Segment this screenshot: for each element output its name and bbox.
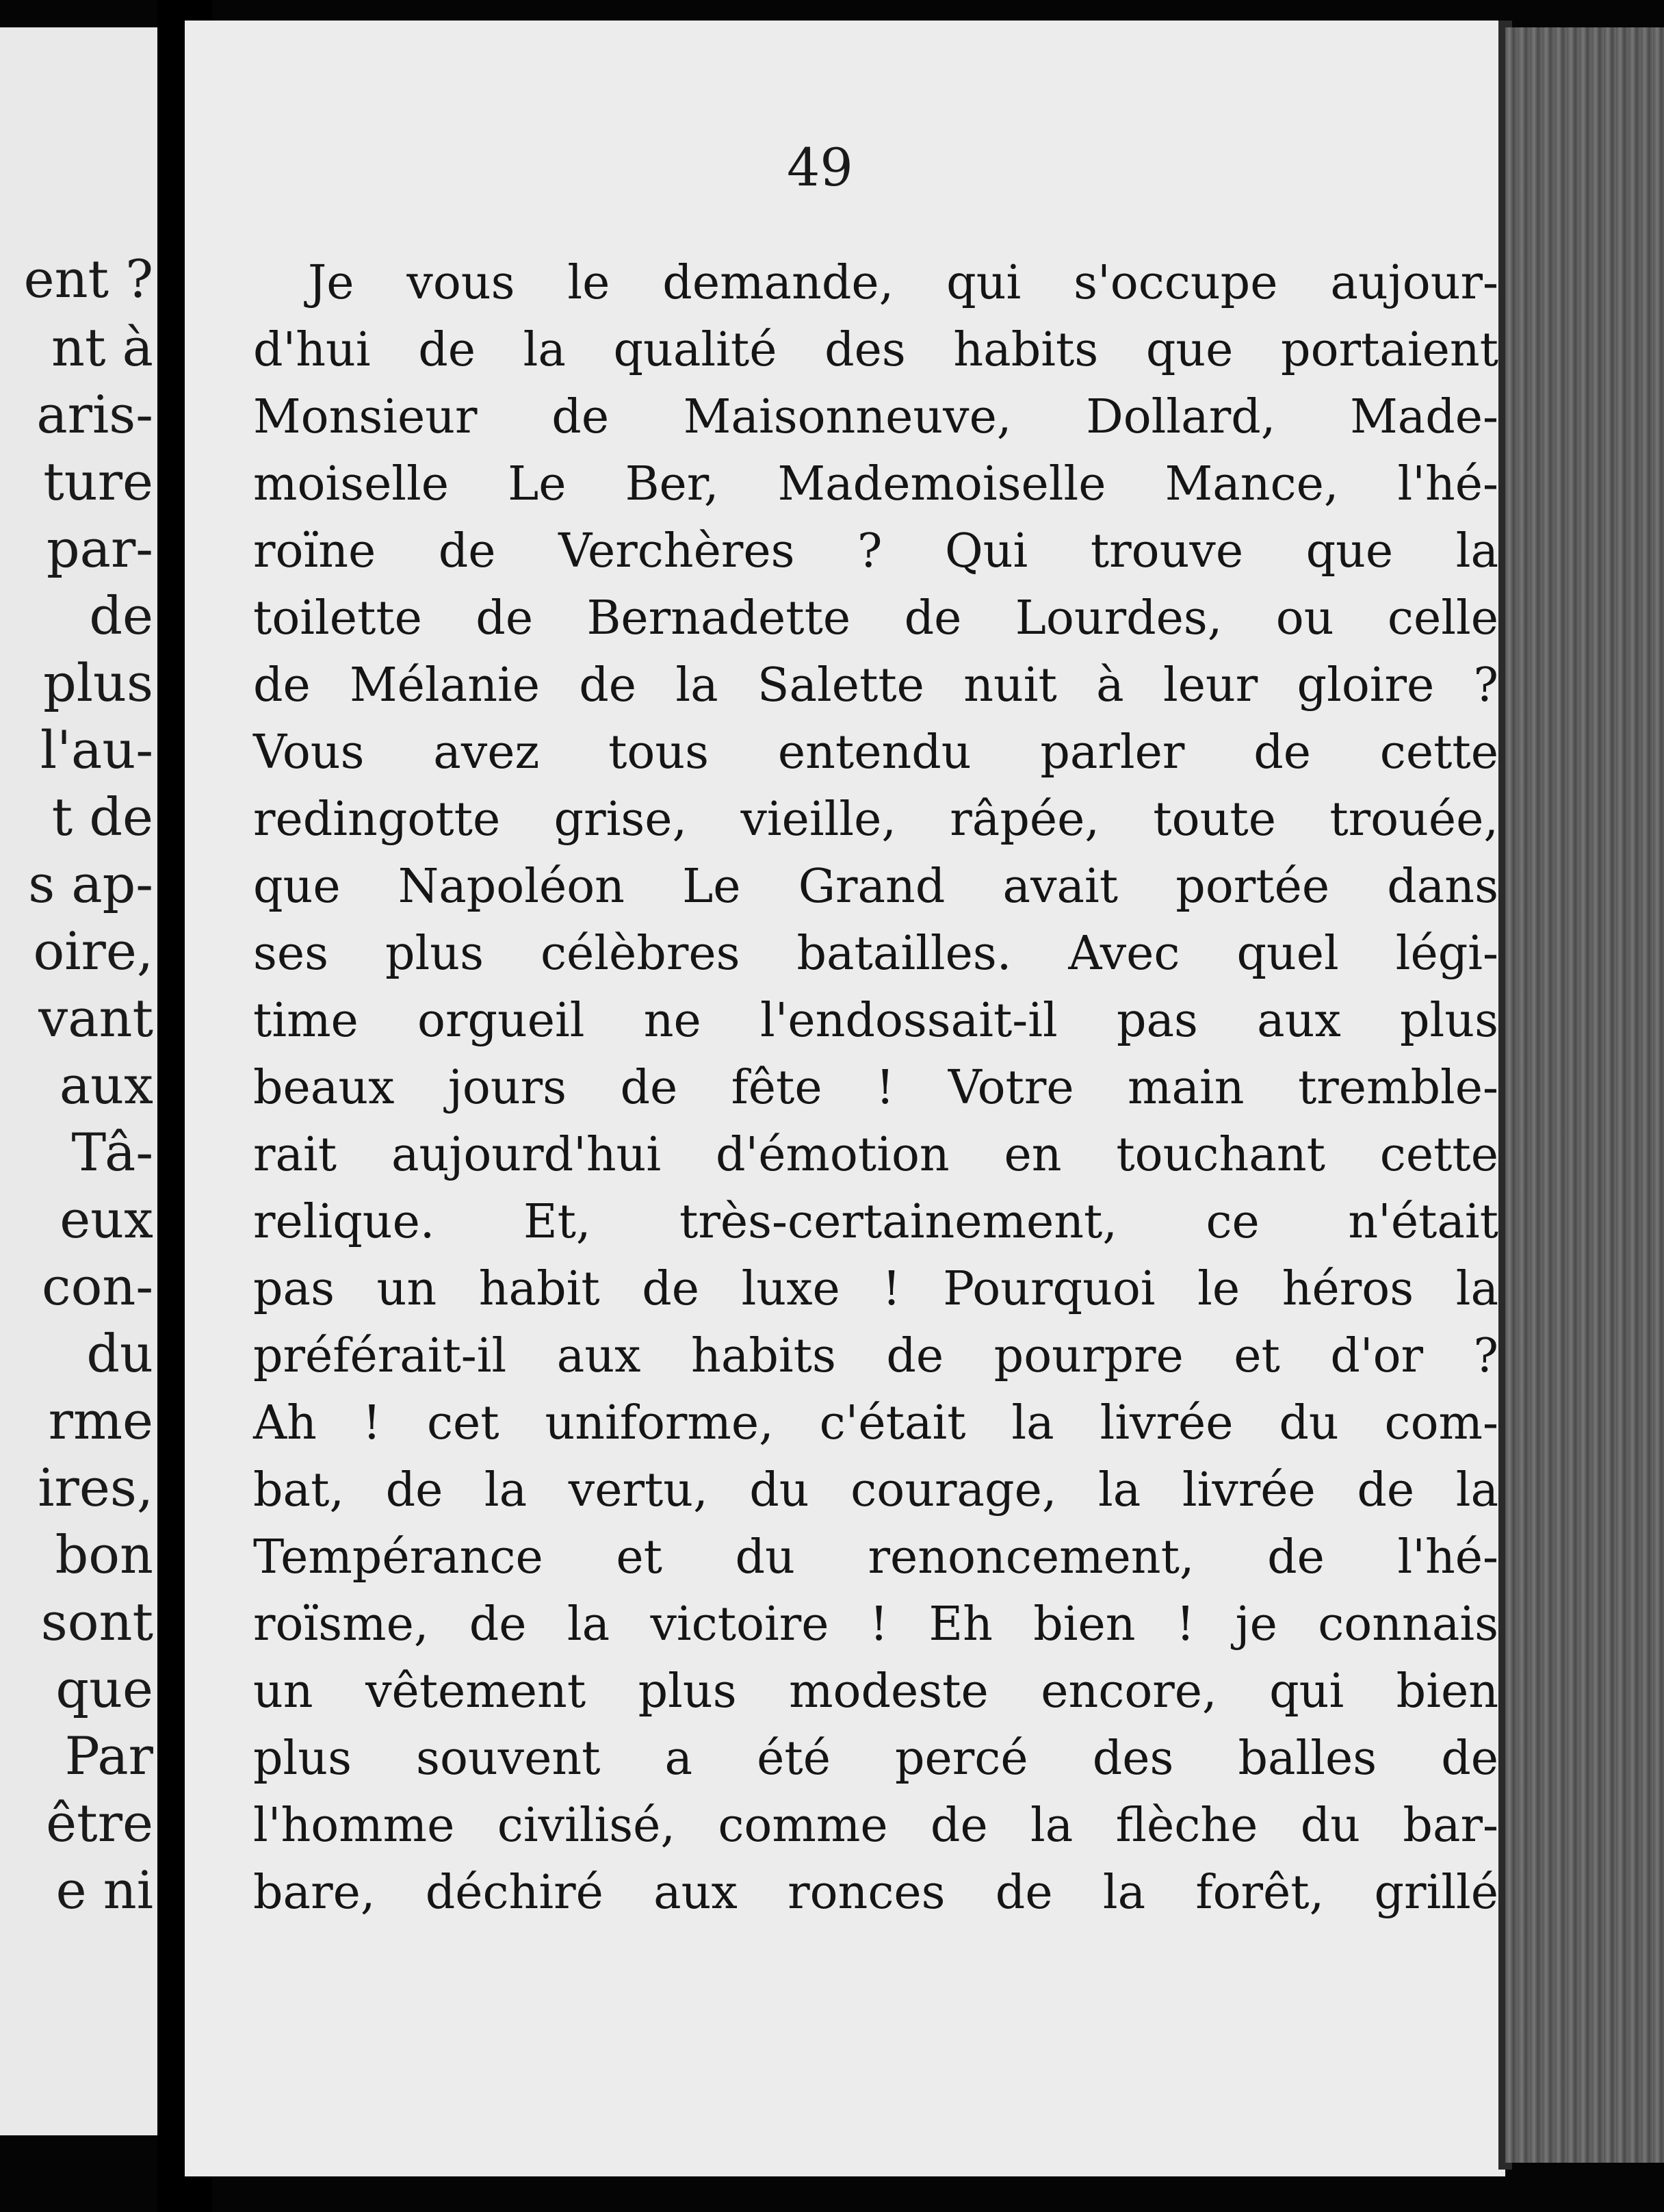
left-page-line: con-	[42, 1256, 153, 1317]
left-page-line: sont	[40, 1591, 153, 1652]
left-page-line: Tâ-	[71, 1122, 153, 1183]
left-page-line: s ap-	[28, 853, 153, 914]
body-text-line: Tempérance et du renoncement, de l'hé-	[253, 1530, 1498, 1584]
body-text-line: Monsieur de Maisonneuve, Dollard, Made-	[253, 390, 1498, 444]
body-text-line: l'homme civilisé, comme de la flèche du bar-	[253, 1799, 1498, 1853]
body-text-line: roïsme, de la victoire ! Eh bien ! je connais	[253, 1597, 1498, 1651]
left-page-line: rme	[48, 1390, 153, 1451]
left-page-line: ent ?	[23, 248, 153, 309]
left-page-line: aux	[59, 1055, 153, 1116]
body-text-line: plus souvent a été percé des balles de	[253, 1732, 1498, 1786]
body-text-line: time orgueil ne l'endossait-il pas aux plus	[253, 994, 1498, 1048]
body-text-line: Vous avez tous entendu parler de cette	[253, 725, 1498, 780]
body-text-line: Ah ! cet uniforme, c'était la livrée du com-	[253, 1396, 1498, 1450]
body-text-line: redingotte grise, vieille, râpée, toute trouée,	[253, 793, 1498, 847]
left-page-line: l'au-	[40, 719, 153, 780]
body-text-line: un vêtement plus modeste encore, qui bien	[253, 1664, 1498, 1719]
body-text-line: de Mélanie de la Salette nuit à leur gloire ?	[253, 658, 1498, 712]
left-page-line: vant	[38, 988, 153, 1049]
left-page-line: du	[86, 1323, 153, 1384]
page-number: 49	[787, 137, 853, 198]
left-page-line: nt à	[51, 317, 153, 378]
body-text-line: ses plus célèbres batailles. Avec quel légi-	[253, 927, 1498, 981]
left-page-line: eux	[60, 1189, 153, 1250]
left-page-line: oire,	[33, 921, 153, 981]
left-page-line: bon	[55, 1524, 153, 1585]
left-page-line: ires,	[38, 1457, 153, 1518]
body-text-line: que Napoléon Le Grand avait portée dans	[253, 860, 1498, 914]
body-text-line: préférait-il aux habits de pourpre et d'or ?	[253, 1329, 1498, 1383]
left-page-line: par-	[47, 518, 153, 579]
left-page-line: que	[55, 1658, 153, 1719]
body-text-line: bat, de la vertu, du courage, la livrée de la	[253, 1463, 1498, 1517]
body-text-line: rait aujourd'hui d'émotion en touchant cette	[253, 1128, 1498, 1182]
left-page-line: t de	[51, 786, 153, 847]
main-page	[185, 21, 1505, 2176]
body-text-line: moiselle Le Ber, Mademoiselle Mance, l'hé-	[253, 457, 1498, 511]
body-text-line: d'hui de la qualité des habits que portaient	[253, 323, 1498, 377]
stacked-page-edges	[1505, 27, 1664, 2163]
left-page-line: e ni	[55, 1860, 153, 1920]
left-page-line: Par	[64, 1725, 153, 1786]
left-page-line: ture	[43, 451, 153, 512]
body-text-line: pas un habit de luxe ! Pourquoi le héros la	[253, 1262, 1498, 1316]
left-page-line: de	[89, 585, 153, 646]
left-page-line: aris-	[36, 384, 153, 445]
body-text-line: Je vous le demande, qui s'occupe aujour-	[308, 256, 1498, 310]
body-text-line: toilette de Bernadette de Lourdes, ou celle	[253, 591, 1498, 645]
body-text-line: bare, déchiré aux ronces de la forêt, grillé	[253, 1866, 1498, 1920]
left-page-line: être	[46, 1792, 153, 1853]
body-text-line: roïne de Verchères ? Qui trouve que la	[253, 524, 1498, 578]
left-page-line: plus	[43, 652, 153, 713]
body-text-line: relique. Et, très-certainement, ce n'était	[253, 1195, 1498, 1249]
left-page-cropped	[0, 27, 157, 2135]
body-text-line: beaux jours de fête ! Votre main tremble-	[253, 1061, 1498, 1115]
